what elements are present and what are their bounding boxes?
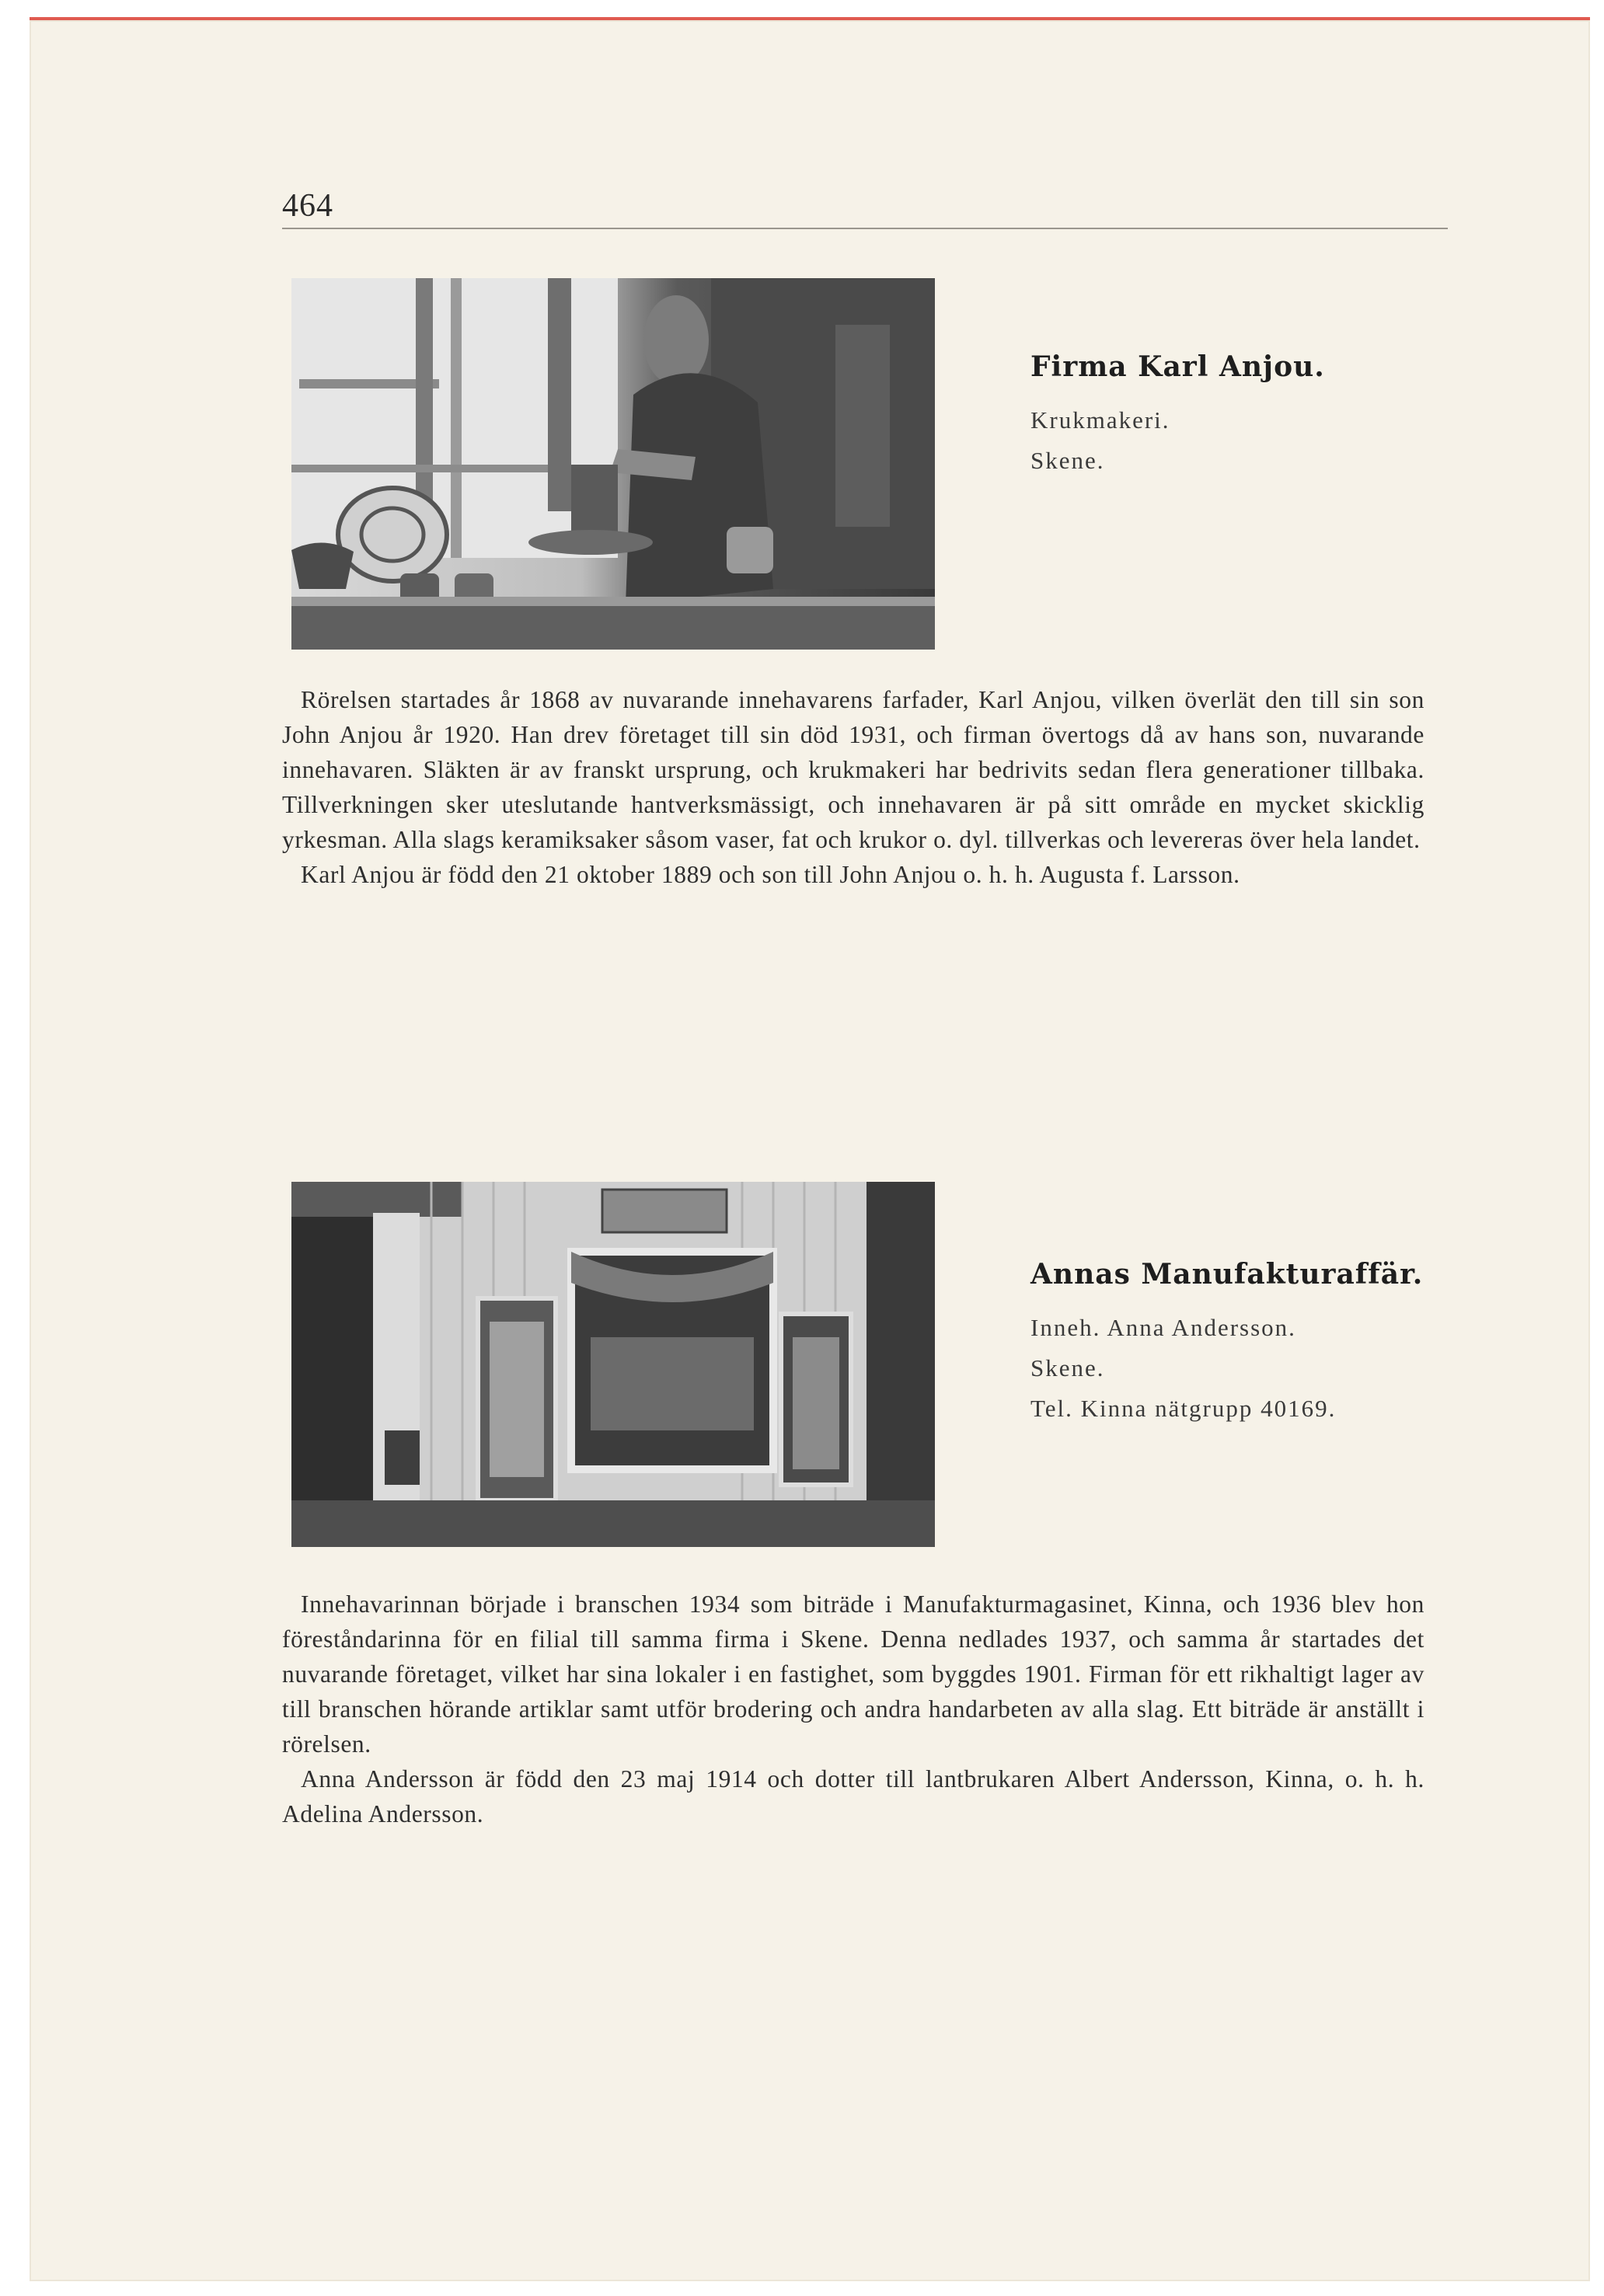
firm-name: Annas Manufakturaffär. [1030,1258,1424,1291]
firm-trade: Krukmakeri. [1030,406,1170,434]
book-page [30,17,1590,2281]
firm-name: Firma Karl Anjou. [1030,350,1325,383]
entry-paragraph: Karl Anjou är född den 21 oktober 1889 och son till John Anjou o. h. h. Augusta f. Larsson. [301,861,1240,888]
entry-text [282,1587,1424,1831]
shop-storefront-photo [291,1182,935,1547]
firm-caption [1030,1258,1423,1429]
firm-owner: Inneh. Anna Andersson. [1030,1314,1296,1341]
firm-location: Skene. [1030,447,1105,474]
potter-at-wheel-photo [291,278,935,650]
entry-paragraph: Innehavarinnan började i branschen 1934 som biträde i Manufakturmagasinet, Kinna, och 1936 blev hon föreståndarinna för en filial till samma firma i Skene. Denna nedlades 1937, och samma år startades det nuvarande företaget, vilket har sina lokaler i en fastighet, som byggdes 1901. Firman för ett rikhaltigt lager av till branschen hörande artiklar samt utför brodering och andra handarbeten av alla slag. Ett biträde är anställt i rörelsen. [282,1590,1424,1758]
entry-paragraph: Rörelsen startades år 1868 av nuvarande innehavarens farfader, Karl Anjou, vilken överlät den till sin son John Anjou år 1920. Han drev företaget till sin död 1931, och firman övertogs då av hans son, nuvarande innehavaren. Släkten är av franskt ursprung, och krukmakeri har bedrivits sedan flera generationer tillbaka. Tillverkningen sker uteslutande hantverksmässigt, och innehavaren är på sitt område en mycket skicklig yrkesman. Alla slags keramiksaker såsom vaser, fat och krukor o. dyl. tillverkas och levereras över hela landet. [282,686,1424,853]
header-rule [282,228,1448,229]
entry-paragraph: Anna Andersson är född den 23 maj 1914 och dotter till lantbrukaren Albert Andersson, Kinna, o. h. h. Adelina Andersson. [282,1765,1424,1827]
entry-text [282,682,1424,892]
firm-location: Skene. [1030,1354,1105,1381]
page-number: 464 [282,188,333,224]
firm-caption [1030,350,1325,481]
firm-phone: Tel. Kinna nätgrupp 40169. [1030,1395,1337,1422]
